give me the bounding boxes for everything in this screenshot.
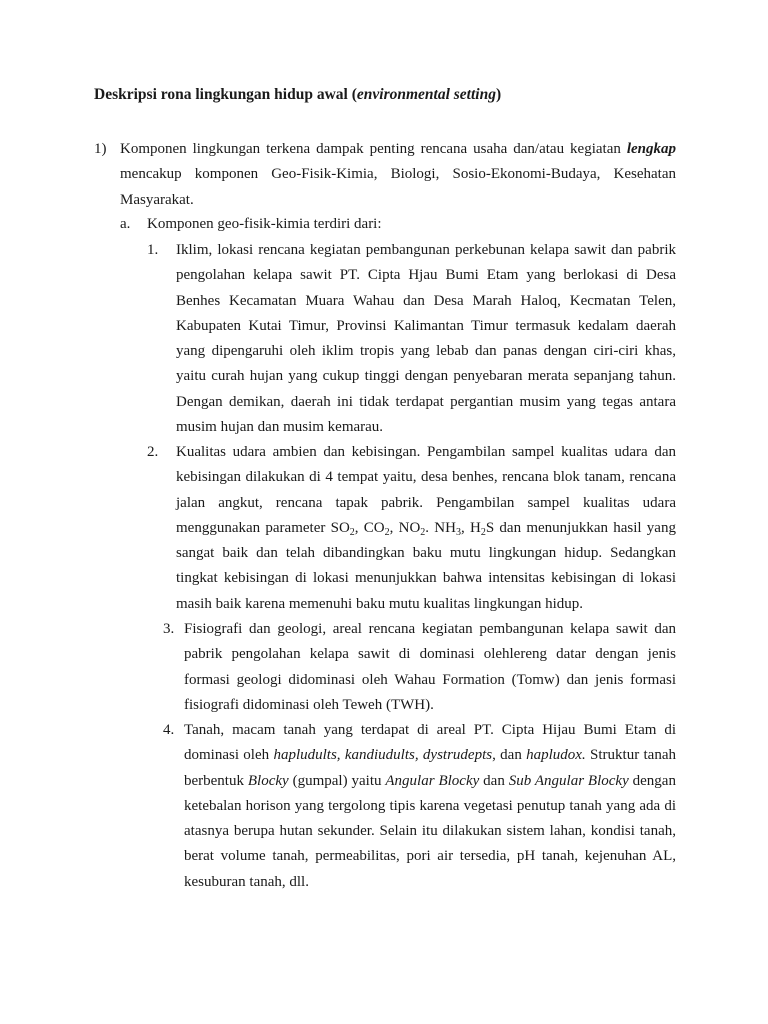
list-item-3-marker: 3. — [163, 621, 175, 637]
sub-item-a — [120, 212, 676, 237]
document-heading — [94, 86, 501, 104]
soil-type-hapludox-italic: hapludox. — [526, 747, 586, 764]
sub-item-a-text: Komponen geo-fisik-kimia terdiri dari: — [147, 216, 382, 232]
heading-close: ) — [495, 86, 502, 103]
bold-italic-term: lengkap — [626, 141, 676, 157]
soil-types-italic: hapludults, kandiudults, dystrudepts — [273, 747, 493, 764]
sub-angular-blocky-italic: Sub Angular Blocky — [508, 772, 629, 789]
list-item-4 — [163, 718, 676, 895]
section-1-text: Komponen lingkungan terkena dampak penting rencana usaha dan/atau kegiatan lengkap mencakup komponen Geo-Fisik-Kimia, Biologi, Sosio-Ekonomi-Budaya, Kesehatan Masyarakat. — [120, 141, 676, 208]
sub-item-a-marker: a. — [120, 216, 131, 232]
list-item-3 — [163, 617, 676, 718]
section-1-marker: 1) — [94, 141, 107, 157]
angular-blocky-italic: Angular Blocky — [385, 772, 480, 789]
section-1 — [94, 137, 676, 213]
list-item-4-text: Tanah, macam tanah yang terdapat di areal PT. Cipta Hijau Bumi Etam di dominasi oleh hapludults, kandiudults, dystrudepts, dan hapludox. Struktur tanah berbentuk Blocky (gumpal) yaitu Angular Blocky dan Sub Angular Blocky dengan ketebalan horison yang tergolong tipis karena vegetasi penutup tanah yang ada di atasnya berupa hutan sekunder. Selain itu dilakukan sistem lahan, kondisi tanah, berat volume tanah, permeabilitas, pori air tersedia, pH tanah, kejenuhan AL, kesuburan tanah, dll. — [184, 722, 676, 890]
list-item-1 — [147, 238, 676, 440]
heading-text: Deskripsi rona lingkungan hidup awal ( — [94, 86, 357, 103]
list-item-1-text: Iklim, lokasi rencana kegiatan pembangunan perkebunan kelapa sawit dan pabrik pengolahan kelapa sawit PT. Cipta Hjau Bumi Etam yang berlokasi di Desa Benhes Kecamatan Muara Wahau dan Desa Marah Haloq, Kecmatan Telen, Kabupaten Kutai Timur, Provinsi Kalimantan Timur termasuk kedalam daerah yang dipengaruhi oleh iklim tropis yang lebab dan panas dengan ciri-ciri khas, yaitu curah hujan yang cukup tinggi dengan penyebaran merata sepanjang tahun. Dengan demikan, daerah ini tidak terdapat pergantian musim yang tegas antara musim hujan dan musim kemarau. — [176, 242, 676, 436]
heading-italic-term: environmental setting — [356, 86, 496, 103]
list-item-4-marker: 4. — [163, 722, 175, 738]
list-item-3-text: Fisiografi dan geologi, areal rencana kegiatan pembangunan kelapa sawit dan pabrik pengolahan kelapa sawit di dominasi olehlereng datar dengan jenis formasi geologi didominasi oleh Wahau Formation (Tomw) dan jenis formasi fisiografi didominasi oleh Teweh (TWH). — [184, 621, 676, 713]
list-item-1-marker: 1. — [147, 242, 159, 258]
list-item-2 — [147, 440, 676, 617]
list-item-2-text: Kualitas udara ambien dan kebisingan. Pengambilan sampel kualitas udara dan kebisingan dilakukan di 4 tempat yaitu, desa benhes, rencana blok tanam, rencana jalan angkut, rencana tapak pabrik. Pengambilan sampel kualitas udara menggunakan parameter $SO_2$, $CO_2$, $NO_2$. $NH_3$, $H_2S$ dan menunjukkan hasil yang sangat baik dan telah dibandingkan baku mutu lingkungan hidup. Sedangkan tingkat kebisingan di lokasi menunjukkan bahwa intensitas kebisingan di lokasi masih baik karena memenuhi baku mutu kualitas lingkungan hidup. — [176, 444, 676, 612]
blocky-italic: Blocky — [247, 772, 289, 789]
list-item-2-marker: 2. — [147, 444, 159, 460]
